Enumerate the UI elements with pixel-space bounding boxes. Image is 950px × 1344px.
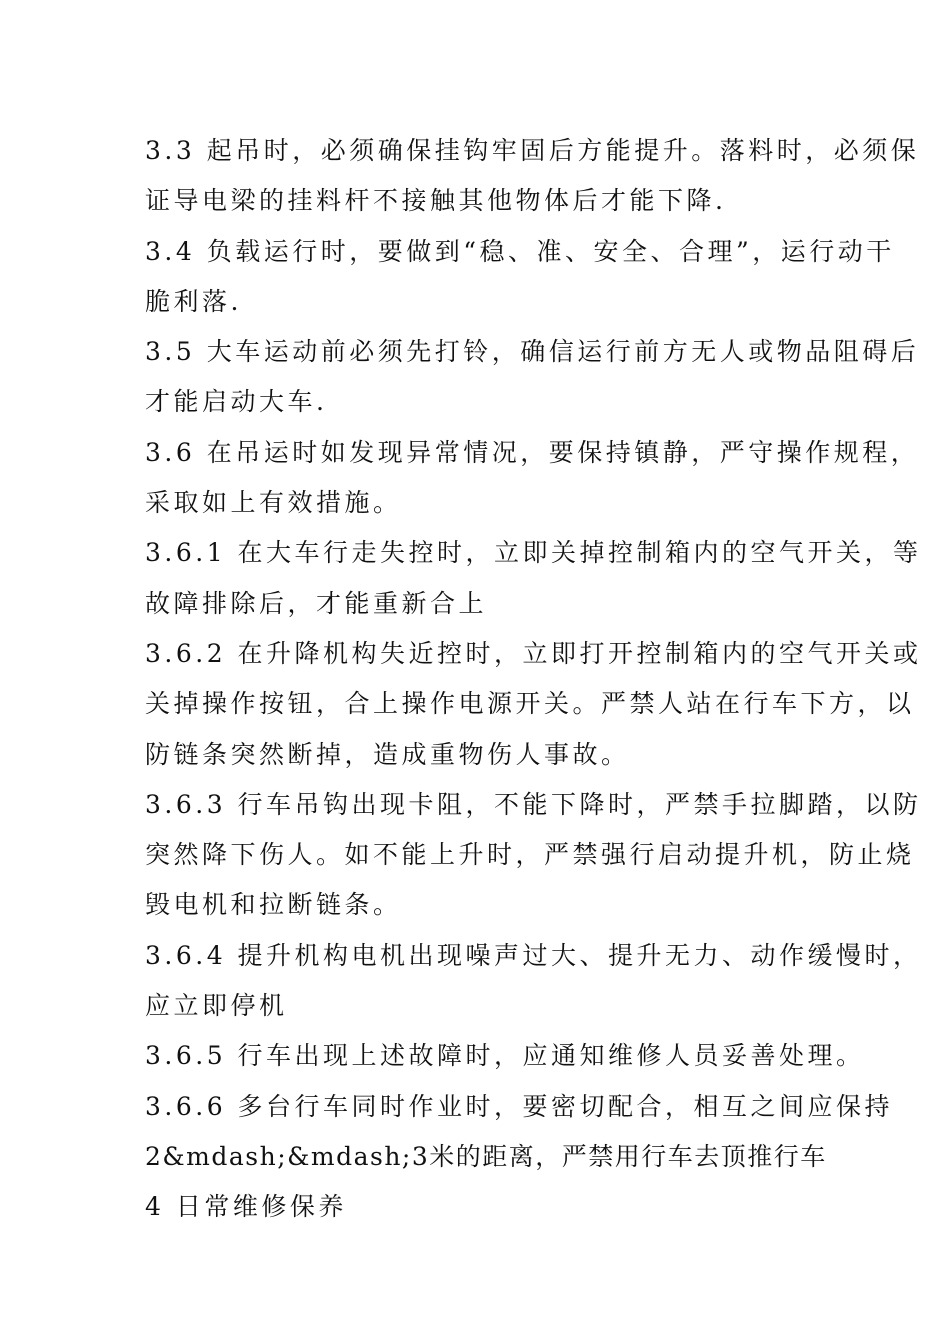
text-line: 脆利落. (145, 286, 242, 316)
text-line: 应立即停机 (145, 991, 288, 1021)
text-line: 才能启动大车. (145, 387, 328, 417)
text-line: 3.4 负载运行时，要做到“稳、准、安全、合理”，运行动干 (145, 236, 895, 266)
text-line: 采取如上有效措施。 (145, 488, 402, 518)
text-line: 证导电梁的挂料杆不接触其他物体后才能下降. (145, 186, 727, 216)
text-line: 2&mdash;&mdash;3米的距离，严禁用行车去顶推行车 (145, 1141, 827, 1171)
text-line: 3.6.6 多台行车同时作业时，要密切配合，相互之间应保持 (145, 1091, 894, 1121)
text-line: 突然降下伤人。如不能上升时，严禁强行启动提升机，防止烧 (145, 840, 915, 870)
text-line: 关掉操作按钮，合上操作电源开关。严禁人站在行车下方，以 (145, 689, 915, 719)
text-line: 毁电机和拉断链条。 (145, 890, 402, 920)
text-line: 3.6.3 行车吊钩出现卡阻，不能下降时，严禁手拉脚踏，以防 (145, 789, 922, 819)
text-line: 3.6 在吊运时如发现异常情况，要保持镇静，严守操作规程， (145, 437, 920, 467)
text-line: 防链条突然断掉，造成重物伤人事故。 (145, 739, 630, 769)
text-line: 3.6.5 行车出现上述故障时，应通知维修人员妥善处理。 (145, 1041, 865, 1071)
document-body (145, 126, 922, 1233)
text-line: 3.5 大车运动前必须先打铃，确信运行前方无人或物品阻碍后 (145, 337, 920, 367)
text-line: 3.6.1 在大车行走失控时，立即关掉控制箱内的空气开关，等 (145, 538, 922, 568)
text-line: 故障排除后，才能重新合上 (145, 588, 488, 618)
section-heading: 4 日常维修保养 (145, 1192, 347, 1222)
text-line: 3.6.2 在升降机构失近控时，立即打开控制箱内的空气开关或 (145, 638, 922, 668)
text-line: 3.3 起吊时，必须确保挂钩牢固后方能提升。落料时，必须保 (145, 136, 920, 165)
text-line: 3.6.4 提升机构电机出现噪声过大、提升无力、动作缓慢时， (145, 940, 922, 970)
